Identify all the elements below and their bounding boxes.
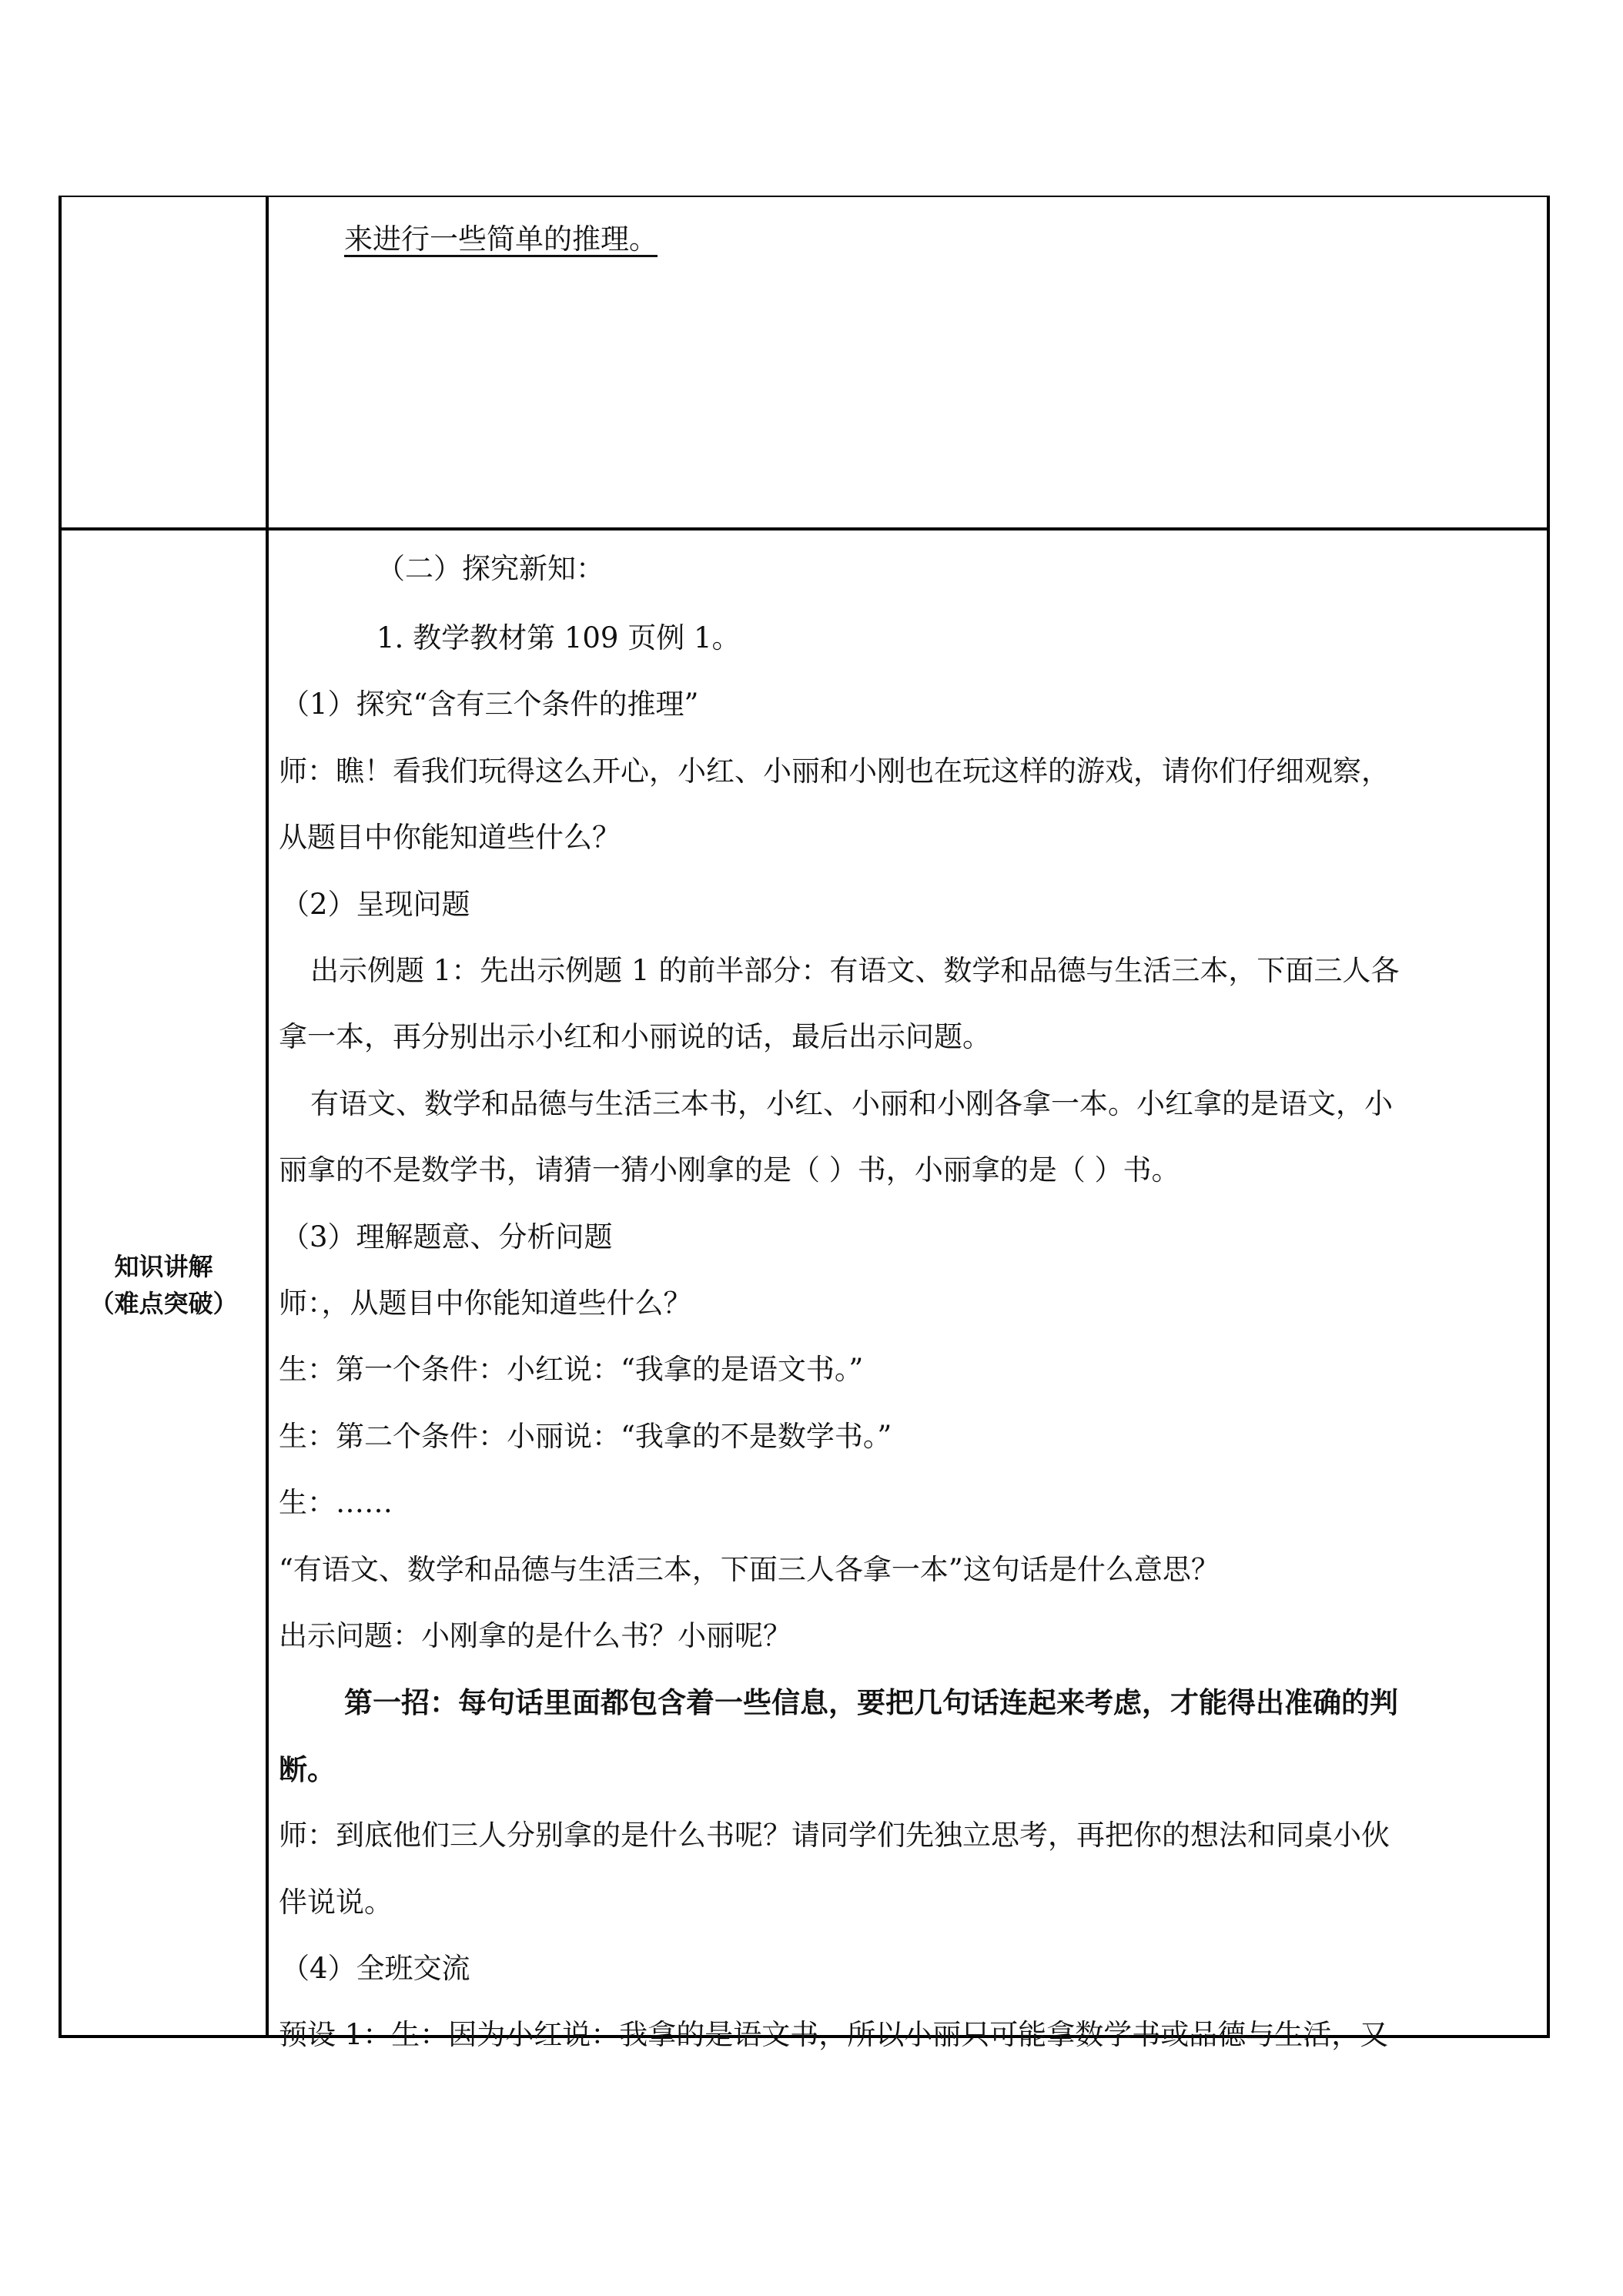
row-label-line2: （难点突破）: [89, 1289, 238, 1318]
text-line: 预设 1：生：因为小红说：我拿的是语文书，所以小丽只可能拿数学书或品德与生活，又: [279, 2018, 1389, 2051]
text-line: 师：，从题目中你能知道些什么？: [279, 1287, 692, 1320]
text-line: 拿一本，再分别出示小红和小丽说的话，最后出示问题。: [279, 1020, 991, 1053]
text-line: “有语文、数学和品德与生活三本，下面三人各拿一本”这句话是什么意思？: [279, 1553, 1220, 1586]
text-line: 丽拿的不是数学书，请猜一猜小刚拿的是（ ）书，小丽拿的是（ ）书。: [279, 1153, 1180, 1186]
text-line: （2）呈现问题: [281, 888, 470, 921]
bold-tip-line: 第一招：每句话里面都包含着一些信息，要把几句话连起来考虑，才能得出准确的判: [344, 1685, 1398, 1719]
text-line: （3）理解题意、分析问题: [281, 1220, 613, 1253]
row-divider: [62, 527, 1547, 530]
text-line: 出示例题 1：先出示例题 1 的前半部分：有语文、数学和品德与生活三本，下面三人各: [310, 954, 1400, 987]
text-line: 生：第二个条件：小丽说：“我拿的不是数学书。”: [279, 1420, 892, 1453]
text-line: 有语文、数学和品德与生活三本书，小红、小丽和小刚各拿一本。小红拿的是语文，小: [310, 1087, 1393, 1120]
bold-tip-line: 断。: [279, 1752, 336, 1786]
text-line: 出示问题：小刚拿的是什么书？小丽呢？: [279, 1619, 791, 1652]
text-line: 1. 教学教材第 109 页例 1。: [376, 621, 741, 654]
text-line: 伴说说。: [279, 1886, 393, 1919]
text-line: （1）探究“含有三个条件的推理”: [281, 688, 699, 721]
column-divider: [266, 197, 269, 2035]
row1-text-line: 来进行一些简单的推理。: [344, 223, 658, 256]
text-line: 生：第一个条件：小红说：“我拿的是语文书。”: [279, 1353, 864, 1386]
text-line: （4）全班交流: [281, 1952, 470, 1985]
lesson-table: [59, 196, 1550, 2051]
section-heading: （二）探究新知：: [376, 552, 604, 585]
row-label-line1: 知识讲解: [114, 1252, 213, 1281]
text-line: 师：瞧！看我们玩得这么开心，小红、小丽和小刚也在玩这样的游戏，请你们仔细观察，: [279, 755, 1390, 788]
row-label-knowledge: [62, 1248, 266, 1322]
text-line: 从题目中你能知道些什么？: [279, 821, 621, 854]
text-line: 生：……: [279, 1486, 393, 1519]
text-line: 师：到底他们三人分别拿的是什么书呢？请同学们先独立思考，再把你的想法和同桌小伙: [279, 1819, 1390, 1852]
